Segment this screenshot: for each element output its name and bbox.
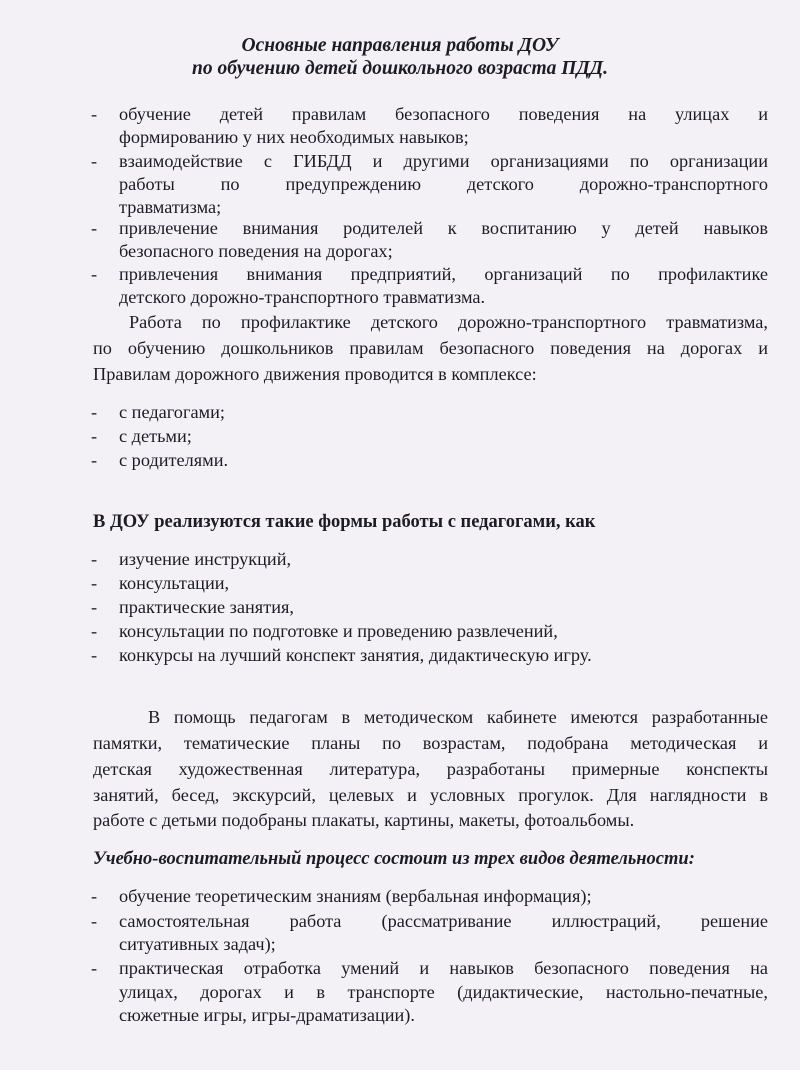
- list-item-line: травматизма;: [119, 197, 222, 217]
- section-heading: В ДОУ реализуются такие формы работы с педагогами, как: [93, 512, 596, 532]
- list-item-line: взаимодействие с ГИБДД и другими организациями по организации: [119, 151, 768, 171]
- list-dash: -: [91, 218, 98, 238]
- list-item: с детьми;: [119, 426, 192, 446]
- paragraph-line: Правилам дорожного движения проводится в комплексе:: [93, 364, 537, 384]
- list-item-line: обучение детей правилам безопасного поведения на улицах и: [119, 104, 768, 124]
- list-item-line: привлечение внимания родителей к воспитанию у детей навыков: [119, 218, 768, 238]
- list-dash: -: [91, 621, 98, 641]
- list-dash: -: [91, 886, 98, 906]
- list-dash: -: [91, 958, 98, 978]
- list-item: конкурсы на лучший конспект занятия, дидактическую игру.: [119, 645, 592, 665]
- paragraph-line: занятий, бесед, экскурсий, целевых и условных прогулок. Для наглядности в: [93, 785, 768, 805]
- list-dash: -: [91, 402, 98, 422]
- list-item-line: детского дорожно-транспортного травматизма.: [119, 287, 486, 307]
- paragraph-line: памятки, тематические планы по возрастам, подобрана методическая и: [93, 733, 768, 753]
- list-item-line: формированию у них необходимых навыков;: [119, 127, 469, 147]
- document-title-line-1: Основные направления работы ДОУ: [241, 35, 559, 56]
- paragraph-line: работе с детьми подобраны плакаты, картины, макеты, фотоальбомы.: [93, 810, 635, 830]
- list-item: консультации по подготовке и проведению развлечений,: [119, 621, 558, 641]
- paragraph-line: В помощь педагогам в методическом кабинете имеются разработанные: [148, 707, 768, 727]
- list-item: изучение инструкций,: [119, 549, 292, 569]
- list-item-line: обучение теоретическим знаниям (вербальная информация);: [119, 886, 592, 906]
- list-dash: -: [91, 549, 98, 569]
- list-item-line: безопасного поведения на дорогах;: [119, 241, 393, 261]
- list-item-line: ситуативных задач);: [119, 934, 276, 954]
- list-dash: -: [91, 104, 98, 124]
- list-item-line: самостоятельная работа (рассматривание иллюстраций, решение: [119, 911, 768, 931]
- section-heading-italic: Учебно-воспитательный процесс состоит из трех видов деятельности:: [93, 849, 695, 869]
- list-dash: -: [91, 264, 98, 284]
- paragraph-line: детская художественная литература, разработаны примерные конспекты: [93, 759, 768, 779]
- list-dash: -: [91, 151, 98, 171]
- list-item-line: работы по предупреждению детского дорожно-транспортного: [119, 174, 768, 194]
- list-item-line: привлечения внимания предприятий, организаций по профилактике: [119, 264, 768, 284]
- list-dash: -: [91, 426, 98, 446]
- document-title-line-2: по обучению детей дошкольного возраста ПДД.: [192, 58, 608, 79]
- list-dash: -: [91, 573, 98, 593]
- list-item-line: сюжетные игры, игры-драматизации).: [119, 1005, 415, 1025]
- list-item-line: практическая отработка умений и навыков безопасного поведения на: [119, 958, 768, 978]
- paragraph-line: по обучению дошкольников правилам безопасного поведения на дорогах и: [93, 338, 768, 358]
- list-dash: -: [91, 911, 98, 931]
- list-dash: -: [91, 645, 98, 665]
- list-item: практические занятия,: [119, 597, 294, 617]
- list-item: с педагогами;: [119, 402, 225, 422]
- list-item: консультации,: [119, 573, 230, 593]
- list-dash: -: [91, 597, 98, 617]
- paragraph-line: Работа по профилактике детского дорожно-транспортного травматизма,: [129, 312, 768, 332]
- list-dash: -: [91, 450, 98, 470]
- list-item: с родителями.: [119, 450, 229, 470]
- list-item-line: улицах, дорогах и в транспорте (дидактические, настольно-печатные,: [119, 982, 768, 1002]
